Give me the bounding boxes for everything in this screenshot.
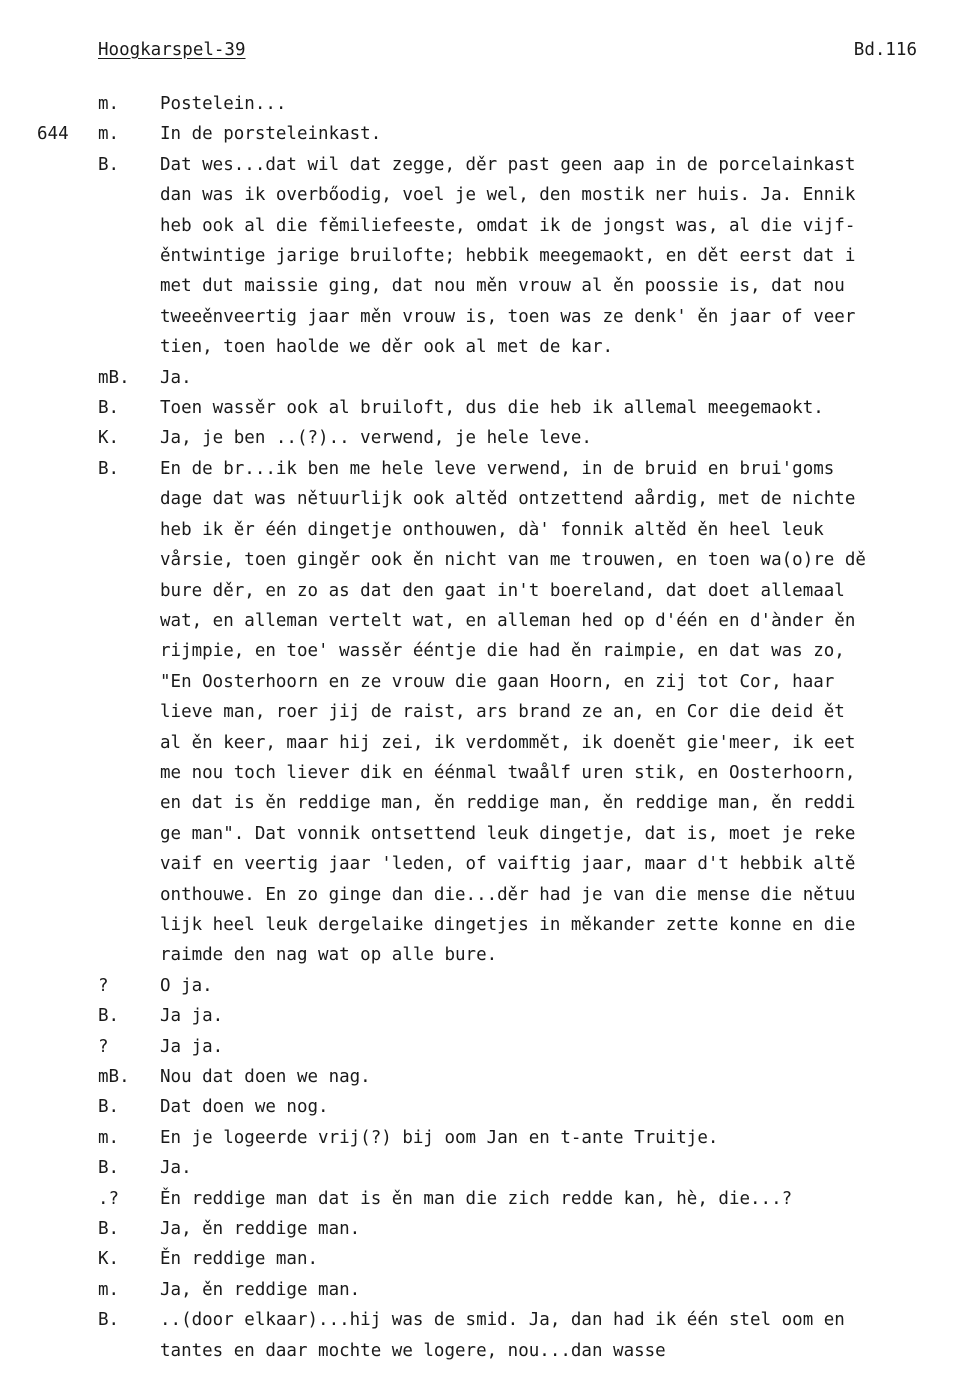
- speaker-label: mB.: [98, 1067, 130, 1087]
- line-number: 644: [37, 124, 69, 145]
- transcript-entry: [0, 971, 979, 1001]
- utterance-line: tantes en daar mochte we logere, nou...dan wasse: [160, 1340, 666, 1361]
- speaker-label: K.: [98, 428, 120, 449]
- document-title: Hoogkarspel-39: [98, 40, 246, 60]
- utterance-line: Nou dat doen we nag.: [160, 1067, 371, 1087]
- transcript-entry: [0, 1214, 979, 1244]
- transcript-entry: [0, 1062, 979, 1092]
- utterance-line: met dut maissie ging, dat nou měn vrouw al ěn poossie is, dat nou: [160, 276, 845, 297]
- transcript-entry: [0, 1032, 979, 1062]
- speaker-label: K.: [98, 1249, 120, 1270]
- utterance-text: [160, 423, 975, 453]
- speaker-label: m.: [98, 1127, 120, 1148]
- utterance-line: me nou toch liever dik en éénmal twaålf uren stik, en Oosterhoorn,: [160, 762, 856, 783]
- transcript-entry: [0, 89, 979, 119]
- speaker-label: ?: [98, 975, 109, 996]
- volume-number: Bd.116: [853, 40, 917, 60]
- utterance-text: [160, 1092, 975, 1122]
- transcript: [0, 89, 979, 1366]
- speaker-label: B.: [98, 1158, 120, 1179]
- transcript-entry: [0, 363, 979, 393]
- speaker-label: m.: [98, 94, 120, 114]
- utterance-line: bure děr, en zo as dat den gaat in't boereland, dat doet allemaal: [160, 580, 845, 601]
- speaker-label: B.: [98, 1219, 120, 1240]
- utterance-text: [160, 1184, 975, 1214]
- utterance-line: ěntwintige jarige bruilofte; hebbik meegemaokt, en dět eerst dat i: [160, 246, 856, 267]
- utterance-line: heb ik ěr één dingetje onthouwen, dà' fonnik altěd ěn heel leuk: [160, 519, 824, 540]
- page-header: [98, 40, 919, 66]
- utterance-line: lijk heel leuk dergelaike dingetjes in měkander zette konne en die: [160, 914, 856, 935]
- transcript-entry: [0, 119, 979, 149]
- transcript-entry: [0, 1092, 979, 1122]
- transcript-entry: [0, 1275, 979, 1305]
- utterance-line: En je logeerde vrij(?) bij oom Jan en t-ante Truitje.: [160, 1127, 719, 1148]
- transcript-entry: [0, 1305, 979, 1366]
- speaker-label: B.: [98, 398, 120, 419]
- utterance-text: [160, 1305, 975, 1366]
- utterance-line: In de porsteleinkast.: [160, 124, 382, 145]
- utterance-line: Ja, ěn reddige man.: [160, 1219, 361, 1240]
- utterance-line: Ěn reddige man.: [160, 1249, 319, 1270]
- transcript-entry: [0, 1184, 979, 1214]
- utterance-text: [160, 971, 975, 1001]
- utterance-text: [160, 119, 975, 149]
- transcript-entry: [0, 1244, 979, 1274]
- utterance-line: wat, en alleman vertelt wat, en alleman hed op d'één en d'ànder ěn: [160, 610, 856, 631]
- utterance-text: [160, 1123, 975, 1153]
- speaker-label: mB.: [98, 367, 130, 388]
- speaker-label: ?: [98, 1036, 109, 1057]
- utterance-line: tweeěnveertig jaar měn vrouw is, toen was ze denk' ěn jaar of veer: [160, 306, 856, 327]
- utterance-line: vårsie, toen gingěr ook ěn nicht van me trouwen, en toen wa(o)re dě: [160, 550, 866, 571]
- transcript-entry: [0, 393, 979, 423]
- utterance-line: Ja ja.: [160, 1036, 224, 1057]
- utterance-line: rijmpie, en toe' wassěr ééntje die had ěn raimpie, en dat was zo,: [160, 641, 845, 662]
- utterance-line: raimde den nag wat op alle bure.: [160, 945, 498, 966]
- utterance-line: Toen wassěr ook al bruiloft, dus die heb ik allemal meegemaokt.: [160, 398, 824, 419]
- utterance-line: Postelein...: [160, 94, 287, 114]
- utterance-text: [160, 363, 975, 393]
- utterance-text: [160, 1244, 975, 1274]
- transcript-entry: [0, 150, 979, 363]
- transcript-entry: [0, 1001, 979, 1031]
- speaker-label: m.: [98, 1279, 120, 1300]
- transcript-entry: [0, 423, 979, 453]
- utterance-line: tien, toen haolde we děr ook al met de kar.: [160, 337, 614, 358]
- transcript-entry: [0, 1123, 979, 1153]
- utterance-text: [160, 1214, 975, 1244]
- utterance-line: Ja, ěn reddige man.: [160, 1279, 361, 1300]
- transcript-entry: [0, 454, 979, 971]
- speaker-label: B.: [98, 1006, 120, 1027]
- utterance-line: dage dat was nětuurlijk ook altěd ontzettend aårdig, met de nichte: [160, 489, 856, 510]
- utterance-line: Ja.: [160, 367, 192, 388]
- utterance-line: En de br...ik ben me hele leve verwend, in de bruid en brui'goms: [160, 458, 835, 479]
- speaker-label: B.: [98, 1310, 120, 1331]
- utterance-text: [160, 1153, 975, 1183]
- utterance-line: al ěn keer, maar hij zei, ik verdommět, ik doenět gie'meer, ik eet: [160, 732, 856, 753]
- utterance-text: [160, 1275, 975, 1305]
- transcript-entry: [0, 1153, 979, 1183]
- utterance-text: [160, 89, 975, 119]
- utterance-line: Ja ja.: [160, 1006, 224, 1027]
- utterance-line: Dat doen we nog.: [160, 1097, 329, 1118]
- speaker-label: .?: [98, 1188, 120, 1209]
- utterance-text: [160, 1062, 975, 1092]
- speaker-label: B.: [98, 154, 120, 175]
- utterance-line: ge man". Dat vonnik ontsettend leuk dingetje, dat is, moet je reke: [160, 823, 856, 844]
- utterance-line: Ja, je ben ..(?).. verwend, je hele leve.: [160, 428, 592, 449]
- utterance-line: vaif en veertig jaar 'leden, of vaiftig jaar, maar d't hebbik altě: [160, 854, 856, 875]
- utterance-line: lieve man, roer jij de raist, ars brand ze an, en Cor die deid ět: [160, 702, 845, 723]
- utterance-line: heb ook al die fěmiliefeeste, omdat ik de jongst was, al die vijf-: [160, 215, 856, 236]
- utterance-line: Dat wes...dat wil dat zegge, děr past geen aap in de porcelainkast: [160, 154, 856, 175]
- utterance-line: O ja.: [160, 975, 213, 996]
- speaker-label: m.: [98, 124, 120, 145]
- utterance-text: [160, 393, 975, 423]
- utterance-text: [160, 150, 975, 363]
- utterance-line: Ja.: [160, 1158, 192, 1179]
- utterance-line: en dat is ěn reddige man, ěn reddige man, ěn reddige man, ěn reddi: [160, 793, 856, 814]
- utterance-line: ..(door elkaar)...hij was de smid. Ja, dan had ik één stel oom en: [160, 1310, 845, 1331]
- utterance-text: [160, 454, 975, 971]
- utterance-text: [160, 1001, 975, 1031]
- speaker-label: B.: [98, 458, 120, 479]
- utterance-line: onthouwe. En zo ginge dan die...děr had je van die mense die nětuu: [160, 884, 856, 905]
- utterance-line: Ěn reddige man dat is ěn man die zich redde kan, hè, die...?: [160, 1188, 793, 1209]
- speaker-label: B.: [98, 1097, 120, 1118]
- utterance-line: dan was ik overbőodig, voel je wel, den mostik ner huis. Ja. Ennik: [160, 185, 856, 206]
- utterance-line: "En Oosterhoorn en ze vrouw die gaan Hoorn, en zij tot Cor, haar: [160, 671, 835, 692]
- utterance-text: [160, 1032, 975, 1062]
